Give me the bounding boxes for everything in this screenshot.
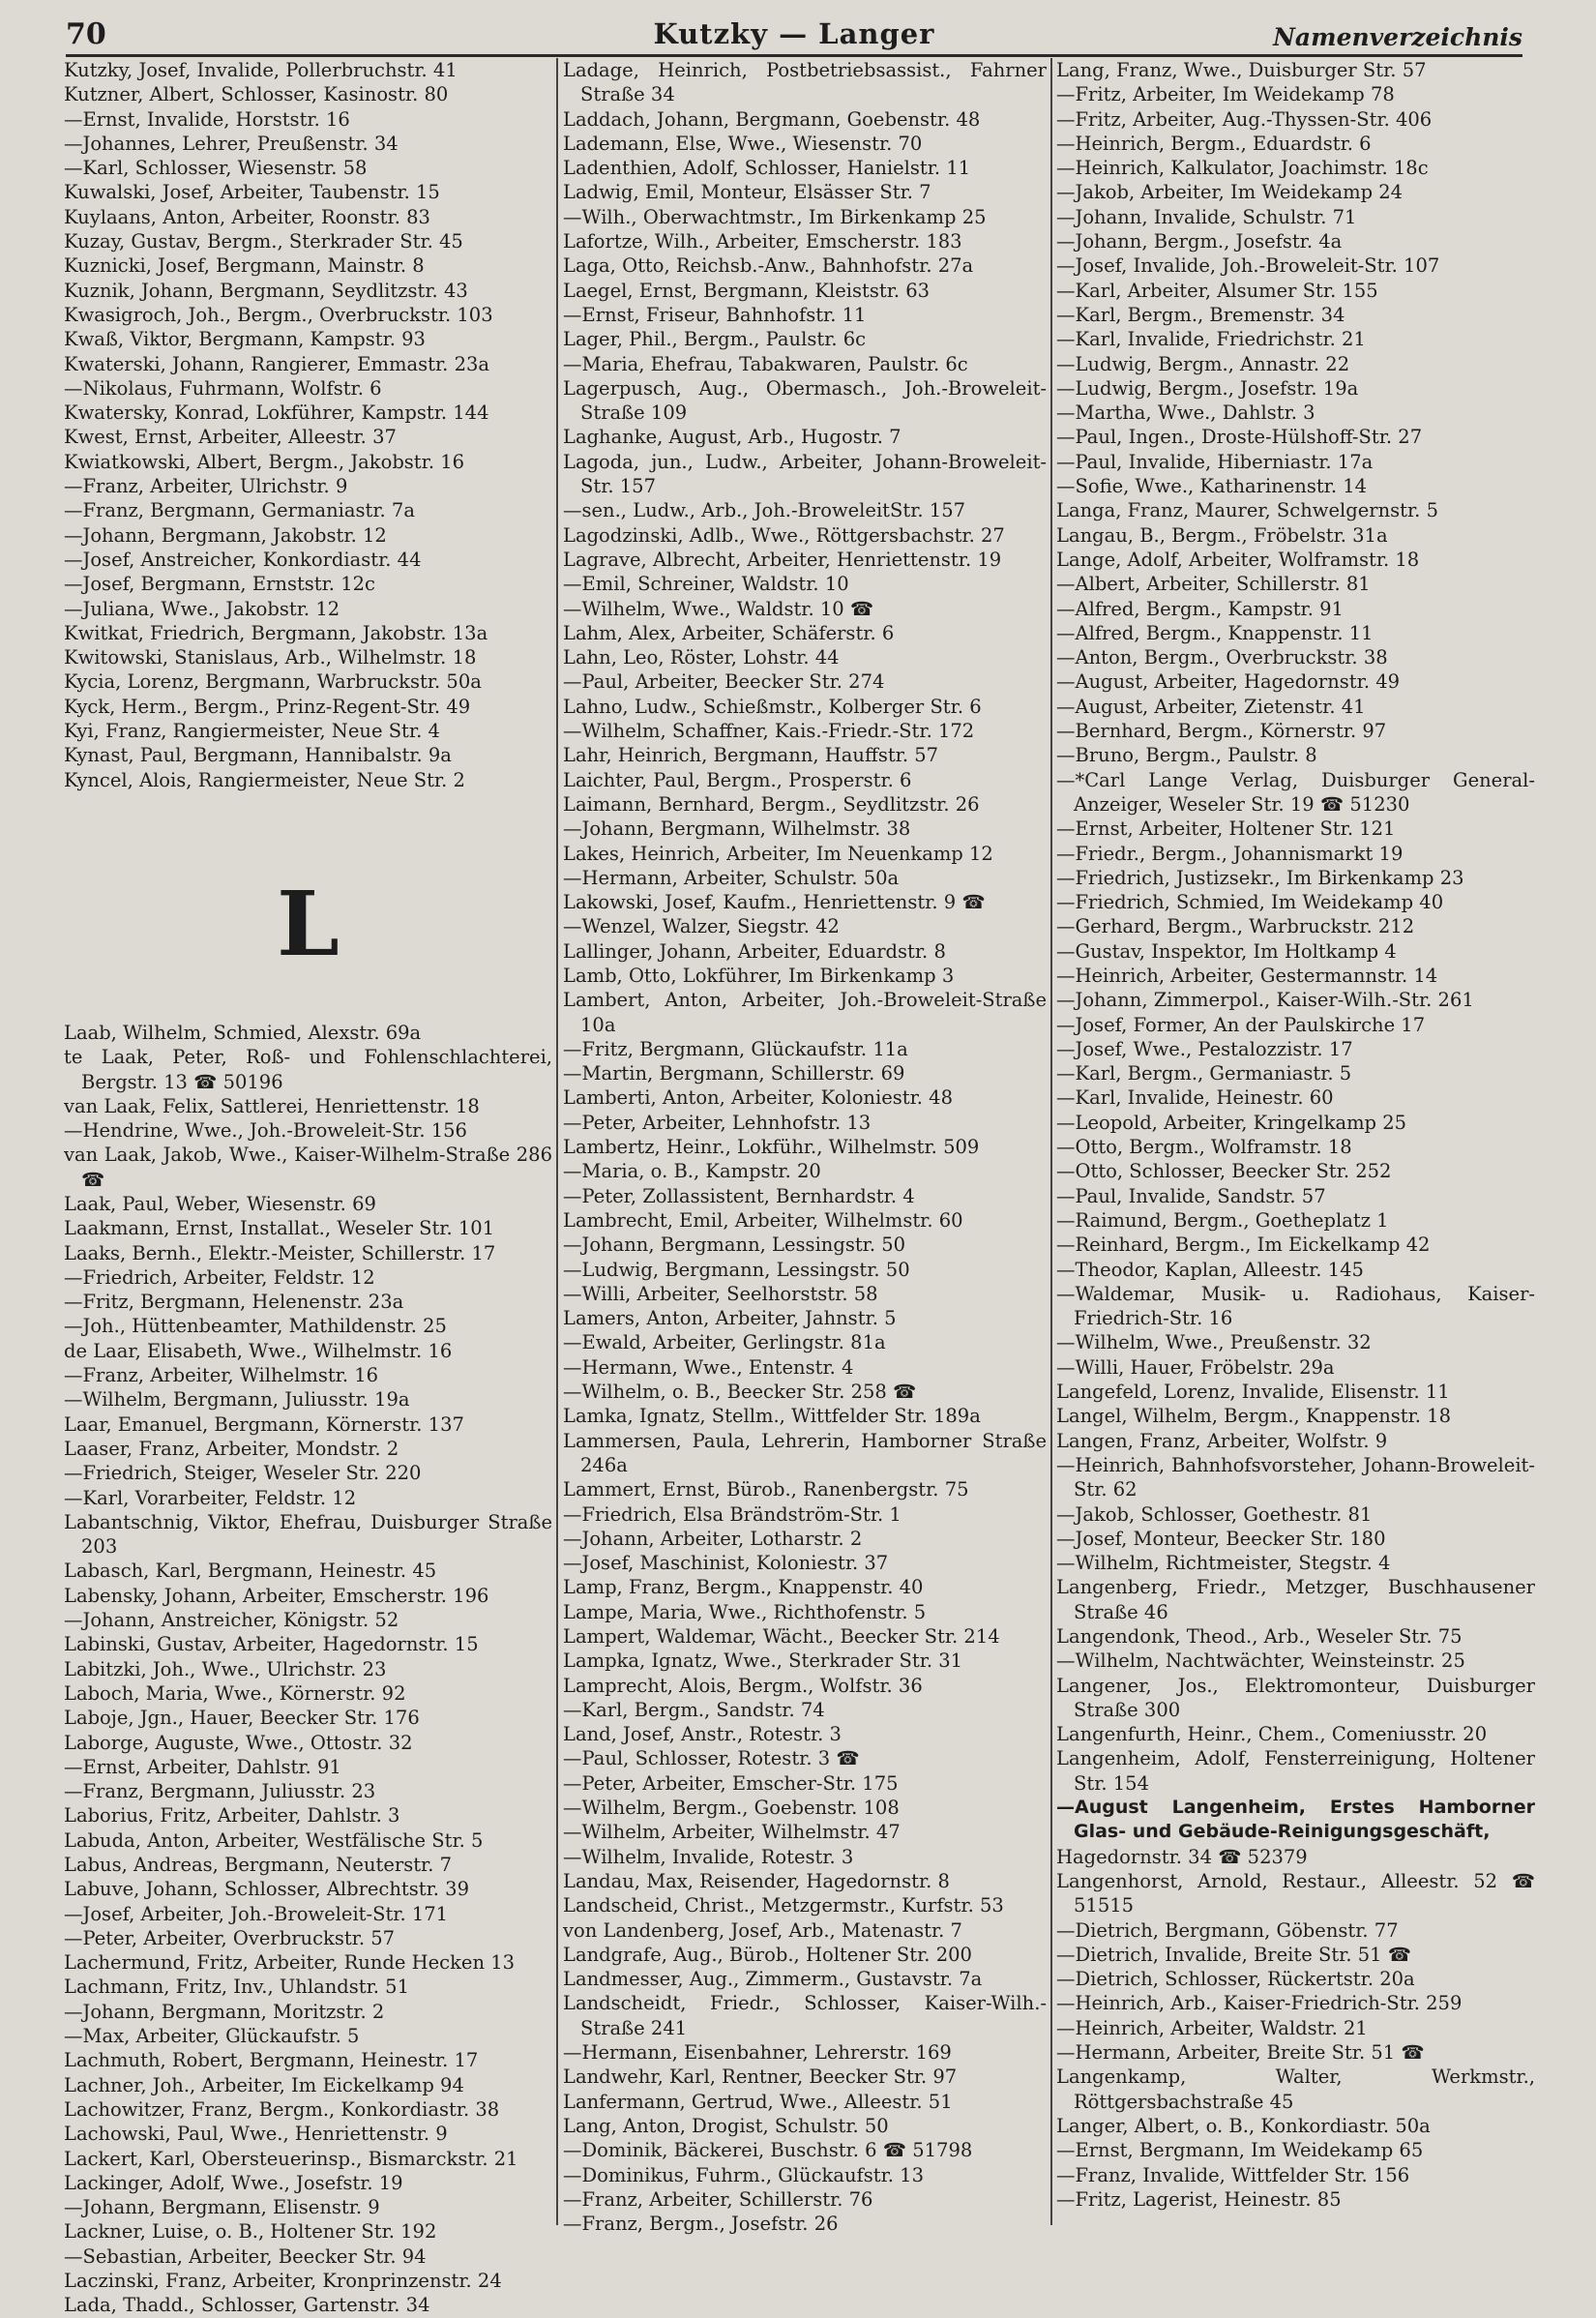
- directory-entry: Lager, Phil., Bergm., Paulstr. 6c: [563, 328, 867, 351]
- directory-entry: Landscheid, Christ., Metzgermstr., Kurfstr. 53: [563, 1894, 1004, 1917]
- directory-entry: Land, Josef, Anstr., Rotestr. 3: [563, 1723, 842, 1746]
- directory-entry: —Peter, Arbeiter, Emscher-Str. 175: [563, 1771, 899, 1795]
- page-header: [66, 4, 1522, 57]
- directory-entry: —sen., Ludw., Arb., Joh.-BroweleitStr. 157: [563, 499, 966, 522]
- directory-entry: —Wilhelm, Arbeiter, Wilhelmstr. 47: [563, 1821, 901, 1844]
- directory-entry: —Waldemar, Musik- u. Radiohaus, Kaiser-Friedrich-Str. 16: [1056, 1282, 1535, 1330]
- directory-entry: Labinski, Gustav, Arbeiter, Hagedornstr. 15: [64, 1633, 479, 1656]
- directory-entry: —Peter, Zollassistent, Bernhardstr. 4: [563, 1184, 915, 1207]
- directory-entry: —Paul, Invalide, Sandstr. 57: [1056, 1184, 1326, 1207]
- directory-entry: —Hendrine, Wwe., Joh.-Broweleit-Str. 156: [64, 1119, 467, 1143]
- directory-entry: Laga, Otto, Reichsb.-Anw., Bahnhofstr. 27a: [563, 254, 974, 278]
- directory-entry: —Wilhelm, Schaffner, Kais.-Friedr.-Str. 172: [563, 720, 975, 743]
- directory-entry: Lamp, Franz, Bergm., Knappenstr. 40: [563, 1576, 924, 1599]
- directory-entry: —Johann, Bergm., Josefstr. 4a: [1056, 230, 1343, 253]
- directory-entry: —Paul, Ingen., Droste-Hülshoff-Str. 27: [1056, 426, 1423, 449]
- directory-entry: —Johann, Bergmann, Moritzstr. 2: [64, 2000, 385, 2023]
- directory-entry: —Alfred, Bergm., Kampstr. 91: [1056, 597, 1344, 620]
- directory-entry: Kyi, Franz, Rangiermeister, Neue Str. 4: [64, 720, 440, 743]
- directory-entry: —August, Arbeiter, Hagedornstr. 49: [1056, 670, 1401, 694]
- directory-entry: —Theodor, Kaplan, Alleestr. 145: [1056, 1258, 1364, 1281]
- directory-entry: Lammersen, Paula, Lehrerin, Hamborner Straße 246a: [563, 1429, 1047, 1476]
- directory-entry: —Heinrich, Arbeiter, Waldstr. 21: [1056, 2016, 1368, 2039]
- directory-entry: Langau, B., Bergm., Fröbelstr. 31a: [1056, 523, 1388, 547]
- directory-entry: —Paul, Schlosser, Rotestr. 3 ☎: [563, 1747, 860, 1770]
- directory-entry: —Johann, Bergmann, Elisenstr. 9: [64, 2196, 380, 2219]
- directory-entry: Lagodzinski, Adlb., Wwe., Röttgersbachstr. 27: [563, 523, 1005, 547]
- directory-entry: —Franz, Invalide, Wittfelder Str. 156: [1056, 2163, 1410, 2186]
- directory-entry: —Jakob, Arbeiter, Im Weidekamp 24: [1056, 181, 1404, 204]
- directory-entry: —Johann, Anstreicher, Königstr. 52: [64, 1609, 399, 1632]
- directory-entry: Laghanke, August, Arb., Hugostr. 7: [563, 426, 901, 449]
- directory-entry: —Johann, Zimmerpol., Kaiser-Wilh.-Str. 261: [1056, 989, 1474, 1012]
- directory-entry: Lange, Adolf, Arbeiter, Wolframstr. 18: [1056, 548, 1420, 571]
- directory-entry: —Nikolaus, Fuhrmann, Wolfstr. 6: [64, 376, 382, 400]
- directory-entry: —Otto, Bergm., Wolframstr. 18: [1056, 1136, 1352, 1159]
- directory-entry: —Alfred, Bergm., Knappenstr. 11: [1056, 621, 1374, 644]
- directory-entry: Laab, Wilhelm, Schmied, Alexstr. 69a: [64, 1021, 422, 1044]
- directory-entry: —Johann, Bergmann, Wilhelmstr. 38: [563, 817, 911, 841]
- directory-entry: Lakes, Heinrich, Arbeiter, Im Neuenkamp 12: [563, 842, 993, 865]
- directory-entry: Langenfurth, Heinr., Chem., Comeniusstr. 20: [1056, 1723, 1488, 1746]
- directory-entry: —Reinhard, Bergm., Im Eickelkamp 42: [1056, 1233, 1431, 1257]
- directory-entry: Langenkamp, Walter, Werkmstr., Röttgersbachstraße 45: [1056, 2065, 1535, 2113]
- directory-entry: —*Carl Lange Verlag, Duisburger General-Anzeiger, Weseler Str. 19 ☎ 51230: [1056, 768, 1535, 816]
- directory-entry: Lackinger, Adolf, Wwe., Josefstr. 19: [64, 2171, 403, 2194]
- directory-entry: —Wenzel, Walzer, Siegstr. 42: [563, 915, 840, 938]
- directory-entry: —Karl, Bergm., Germaniastr. 5: [1056, 1062, 1352, 1085]
- directory-entry: —Peter, Arbeiter, Lehnhofstr. 13: [563, 1111, 872, 1134]
- directory-entry: —Josef, Invalide, Joh.-Broweleit-Str. 107: [1056, 254, 1440, 278]
- directory-entry: —Ludwig, Bergm., Josefstr. 19a: [1056, 376, 1359, 400]
- directory-entry: —Hermann, Arbeiter, Breite Str. 51 ☎: [1056, 2041, 1425, 2065]
- directory-entry: —Ernst, Bergmann, Im Weidekamp 65: [1056, 2139, 1424, 2162]
- directory-entry: Lang, Anton, Drogist, Schulstr. 50: [563, 2114, 889, 2137]
- directory-entry: de Laar, Elisabeth, Wwe., Wilhelmstr. 16: [64, 1339, 453, 1362]
- directory-entry: —Fritz, Lagerist, Heinestr. 85: [1056, 2187, 1342, 2211]
- directory-entry: —Dominik, Bäckerei, Buschstr. 6 ☎ 51798: [563, 2139, 973, 2162]
- directory-entry: —Paul, Invalide, Hiberniastr. 17a: [1056, 450, 1374, 473]
- directory-entry: Lambert, Anton, Arbeiter, Joh.-Broweleit-Straße 10a: [563, 989, 1047, 1036]
- directory-entry: —August, Arbeiter, Zietenstr. 41: [1056, 695, 1366, 718]
- directory-entry: —Gerhard, Bergm., Warbruckstr. 212: [1056, 915, 1415, 938]
- column-divider: [1050, 58, 1052, 2225]
- directory-entry: —Karl, Bergm., Sandstr. 74: [563, 1698, 825, 1721]
- directory-entry: Laborius, Fritz, Arbeiter, Dahlstr. 3: [64, 1804, 400, 1828]
- directory-entry: —Wilhelm, Bergmann, Juliusstr. 19a: [64, 1388, 410, 1412]
- directory-entry: —Sebastian, Arbeiter, Beecker Str. 94: [64, 2244, 427, 2268]
- directory-entry: —Josef, Monteur, Beecker Str. 180: [1056, 1527, 1386, 1550]
- directory-entry: —Martin, Bergmann, Schillerstr. 69: [563, 1062, 905, 1085]
- directory-entry: —Wilhelm, Wwe., Waldstr. 10 ☎: [563, 597, 874, 620]
- directory-entry: —Fritz, Arbeiter, Im Weidekamp 78: [1056, 83, 1395, 106]
- directory-entry: —Josef, Bergmann, Ernststr. 12c: [64, 573, 375, 596]
- directory-entry: —Johannes, Lehrer, Preußenstr. 34: [64, 132, 399, 155]
- directory-entry: —Hermann, Eisenbahner, Lehrerstr. 169: [563, 2041, 952, 2065]
- directory-entry: van Laak, Felix, Sattlerei, Henriettenstr. 18: [64, 1094, 480, 1117]
- directory-entry: —Willi, Arbeiter, Seelhorststr. 58: [563, 1282, 878, 1305]
- directory-entry: Kuzay, Gustav, Bergm., Sterkrader Str. 45: [64, 230, 463, 253]
- directory-entry: —Raimund, Bergm., Goetheplatz 1: [1056, 1208, 1389, 1232]
- directory-entry: —Fritz, Bergmann, Helenenstr. 23a: [64, 1291, 404, 1314]
- directory-entry: Landscheidt, Friedr., Schlosser, Kaiser-Wilh.-Straße 241: [563, 1992, 1047, 2039]
- directory-entry: Kyck, Herm., Bergm., Prinz-Regent-Str. 49: [64, 695, 471, 718]
- directory-entry: Langer, Albert, o. B., Konkordiastr. 50a: [1056, 2114, 1431, 2137]
- directory-entry: —Josef, Anstreicher, Konkordiastr. 44: [64, 548, 422, 571]
- directory-entry: —Ewald, Arbeiter, Gerlingstr. 81a: [563, 1331, 886, 1354]
- directory-entry: Laboch, Maria, Wwe., Körnerstr. 92: [64, 1681, 406, 1705]
- directory-entry: Lachowitzer, Franz, Bergm., Konkordiastr. 38: [64, 2097, 500, 2121]
- directory-entry: —August Langenheim, Erstes Hamborner Glas- und Gebäude-Reinigungsgeschäft,: [1056, 1797, 1535, 1843]
- directory-entry: —Friedr., Bergm., Johannismarkt 19: [1056, 842, 1404, 865]
- directory-entry: —Heinrich, Arbeiter, Gestermannstr. 14: [1056, 964, 1438, 987]
- directory-entry: Lada, Thadd., Schlosser, Gartenstr. 34: [64, 2294, 430, 2317]
- directory-entry: Langa, Franz, Maurer, Schwelgernstr. 5: [1056, 499, 1438, 522]
- directory-entry: Labitzki, Joh., Wwe., Ulrichstr. 23: [64, 1657, 387, 1680]
- directory-entry: —Gustav, Inspektor, Im Holtkamp 4: [1056, 939, 1397, 963]
- directory-entry: —Heinrich, Kalkulator, Joachimstr. 18c: [1056, 157, 1429, 180]
- directory-entry: —Albert, Arbeiter, Schillerstr. 81: [1056, 573, 1371, 596]
- directory-entry: —Ludwig, Bergm., Annastr. 22: [1056, 352, 1350, 375]
- directory-entry: Lammert, Ernst, Bürob., Ranenbergstr. 75: [563, 1478, 969, 1501]
- directory-entry: Lachner, Joh., Arbeiter, Im Eickelkamp 94: [64, 2073, 464, 2096]
- directory-entry: —Karl, Schlosser, Wiesenstr. 58: [64, 157, 368, 180]
- directory-entry: Laczinski, Franz, Arbeiter, Kronprinzenstr. 24: [64, 2270, 502, 2293]
- directory-entry: Landwehr, Karl, Rentner, Beecker Str. 97: [563, 2065, 958, 2089]
- directory-entry: —Jakob, Schlosser, Goethestr. 81: [1056, 1502, 1373, 1526]
- directory-entry: —Karl, Invalide, Friedrichstr. 21: [1056, 328, 1366, 351]
- directory-entry: Laegel, Ernst, Bergmann, Kleiststr. 63: [563, 279, 931, 302]
- directory-entry: —Martha, Wwe., Dahlstr. 3: [1056, 401, 1315, 425]
- directory-entry: Lampert, Waldemar, Wächt., Beecker Str. 214: [563, 1625, 1000, 1648]
- directory-entry: —Ludwig, Bergmann, Lessingstr. 50: [563, 1258, 910, 1281]
- directory-entry: Laakmann, Ernst, Installat., Weseler Str. 101: [64, 1217, 495, 1240]
- directory-entry: —Karl, Invalide, Heinestr. 60: [1056, 1086, 1334, 1110]
- directory-entry: Lagrave, Albrecht, Arbeiter, Henriettenstr. 19: [563, 548, 1002, 571]
- directory-entry: Labus, Andreas, Bergmann, Neuterstr. 7: [64, 1854, 453, 1876]
- directory-entry: —Johann, Invalide, Schulstr. 71: [1056, 205, 1357, 228]
- directory-entry: Kwaß, Viktor, Bergmann, Kampstr. 93: [64, 328, 426, 351]
- directory-entry: Laddach, Johann, Bergmann, Goebenstr. 48: [563, 107, 981, 131]
- directory-entry: Labuve, Johann, Schlosser, Albrechtstr. 39: [64, 1878, 469, 1901]
- directory-entry: —Friedrich, Justizsekr., Im Birkenkamp 23: [1056, 866, 1464, 889]
- directory-entry: —Karl, Vorarbeiter, Feldstr. 12: [64, 1486, 357, 1509]
- directory-entry: Lagoda, jun., Ludw., Arbeiter, Johann-Broweleit-Str. 157: [563, 450, 1047, 498]
- directory-entry: Laaks, Bernh., Elektr.-Meister, Schillerstr. 17: [64, 1241, 496, 1264]
- section-title: Namenverzeichnis: [1273, 23, 1522, 51]
- directory-entry: —Paul, Arbeiter, Beecker Str. 274: [563, 670, 885, 694]
- directory-entry: —Josef, Arbeiter, Joh.-Broweleit-Str. 171: [64, 1902, 449, 1925]
- directory-entry: Ladage, Heinrich, Postbetriebsassist., Fahrner Straße 34: [563, 59, 1047, 106]
- directory-entry: Landgrafe, Aug., Bürob., Holtener Str. 200: [563, 1943, 972, 1966]
- directory-entry: Kutzner, Albert, Schlosser, Kasinostr. 80: [64, 83, 449, 106]
- directory-entry: —Dominikus, Fuhrm., Glückaufstr. 13: [563, 2163, 924, 2186]
- directory-entry: —Franz, Bergmann, Germaniastr. 7a: [64, 499, 415, 522]
- directory-entry: Langefeld, Lorenz, Invalide, Elisenstr. 11: [1056, 1381, 1450, 1404]
- directory-entry: van Laak, Jakob, Wwe., Kaiser-Wilhelm-Straße 286 ☎: [64, 1144, 552, 1191]
- directory-entry: Lamprecht, Alois, Bergm., Wolfstr. 36: [563, 1674, 923, 1697]
- directory-entry: Langener, Jos., Elektromonteur, Duisburger Straße 300: [1056, 1674, 1535, 1721]
- directory-entry: —Franz, Bergm., Josefstr. 26: [563, 2213, 839, 2236]
- directory-entry: —Emil, Schreiner, Waldstr. 10: [563, 573, 849, 596]
- directory-entry: Lackner, Luise, o. B., Holtener Str. 192: [64, 2220, 437, 2244]
- directory-entry: —Wilhelm, Nachtwächter, Weinsteinstr. 25: [1056, 1649, 1465, 1673]
- directory-entry: Lademann, Else, Wwe., Wiesenstr. 70: [563, 132, 923, 155]
- directory-entry: Laboje, Jgn., Hauer, Beecker Str. 176: [64, 1707, 420, 1730]
- directory-entry: —Heinrich, Bahnhofsvorsteher, Johann-Broweleit-Str. 62: [1056, 1453, 1535, 1501]
- directory-entry: Kyncel, Alois, Rangiermeister, Neue Str. 2: [64, 768, 465, 791]
- directory-entry: Labensky, Johann, Arbeiter, Emscherstr. 196: [64, 1584, 489, 1607]
- directory-entry: Ladenthien, Adolf, Schlosser, Hanielstr. 11: [563, 157, 971, 180]
- directory-entry: Laichter, Paul, Bergm., Prosperstr. 6: [563, 768, 912, 791]
- directory-entry: —Karl, Arbeiter, Alsumer Str. 155: [1056, 279, 1378, 302]
- directory-entry: Lachermund, Fritz, Arbeiter, Runde Hecken 13: [64, 1951, 516, 1975]
- directory-entry: Lagerpusch, Aug., Obermasch., Joh.-Broweleit-Straße 109: [563, 376, 1047, 425]
- directory-entry: Lahm, Alex, Arbeiter, Schäferstr. 6: [563, 621, 895, 644]
- directory-entry: —Leopold, Arbeiter, Kringelkamp 25: [1056, 1111, 1407, 1134]
- directory-entry: Lahr, Heinrich, Bergmann, Hauffstr. 57: [563, 744, 939, 767]
- directory-entry: —Fritz, Bergmann, Glückaufstr. 11a: [563, 1037, 908, 1060]
- directory-entry: —Wilhelm, Invalide, Rotestr. 3: [563, 1845, 854, 1868]
- section-letter: L: [277, 871, 340, 976]
- directory-entry: —Sofie, Wwe., Katharinenstr. 14: [1056, 475, 1368, 498]
- running-title: Kutzky — Langer: [653, 17, 935, 50]
- directory-entry: Lackert, Karl, Obersteuerinsp., Bismarckstr. 21: [64, 2147, 518, 2170]
- directory-entry: —Anton, Bergm., Overbruckstr. 38: [1056, 646, 1388, 669]
- directory-entry: Lang, Franz, Wwe., Duisburger Str. 57: [1056, 59, 1427, 81]
- directory-entry: Lambertz, Heinr., Lokführ., Wilhelmstr. 509: [563, 1136, 980, 1159]
- directory-entry: von Landenberg, Josef, Arb., Matenastr. 7: [563, 1918, 962, 1942]
- directory-entry: Ladwig, Emil, Monteur, Elsässer Str. 7: [563, 181, 931, 204]
- directory-entry: Landmesser, Aug., Zimmerm., Gustavstr. 7a: [563, 1968, 983, 1991]
- directory-entry: Kutzky, Josef, Invalide, Pollerbruchstr. 41: [64, 59, 458, 81]
- directory-entry: —Franz, Arbeiter, Wilhelmstr. 16: [64, 1364, 379, 1387]
- directory-entry: Lachowski, Paul, Wwe., Henriettenstr. 9: [64, 2123, 448, 2146]
- directory-entry: Laak, Paul, Weber, Wiesenstr. 69: [64, 1192, 376, 1215]
- directory-entry: —Franz, Arbeiter, Ulrichstr. 9: [64, 475, 348, 498]
- directory-entry: —Max, Arbeiter, Glückaufstr. 5: [64, 2025, 360, 2048]
- directory-entry: —Hermann, Wwe., Entenstr. 4: [563, 1355, 854, 1379]
- directory-entry: Langel, Wilhelm, Bergm., Knappenstr. 18: [1056, 1405, 1451, 1428]
- directory-entry: —Wilh., Oberwachtmstr., Im Birkenkamp 25: [563, 205, 987, 228]
- directory-entry: Lamb, Otto, Lokführer, Im Birkenkamp 3: [563, 964, 955, 987]
- directory-entry: —Peter, Arbeiter, Overbruckstr. 57: [64, 1926, 396, 1949]
- directory-entry: —Friedrich, Steiger, Weseler Str. 220: [64, 1462, 422, 1485]
- directory-entry: Labasch, Karl, Bergmann, Heinestr. 45: [64, 1560, 437, 1583]
- column-1: [64, 58, 552, 2317]
- directory-entry: —Joh., Hüttenbeamter, Mathildenstr. 25: [64, 1315, 447, 1338]
- directory-entry: Kuznicki, Josef, Bergmann, Mainstr. 8: [64, 254, 425, 278]
- directory-entry: —Maria, Ehefrau, Tabakwaren, Paulstr. 6c: [563, 352, 968, 375]
- column-2: [563, 58, 1047, 2235]
- directory-entry: —Otto, Schlosser, Beecker Str. 252: [1056, 1160, 1392, 1183]
- directory-entry: —Ernst, Arbeiter, Holtener Str. 121: [1056, 817, 1396, 841]
- directory-entry: Laaser, Franz, Arbeiter, Mondstr. 2: [64, 1437, 399, 1460]
- directory-entry: Labantschnig, Viktor, Ehefrau, Duisburger Straße 203: [64, 1510, 552, 1559]
- directory-entry: Lampe, Maria, Wwe., Richthofenstr. 5: [563, 1600, 927, 1623]
- directory-entry: Langen, Franz, Arbeiter, Wolfstr. 9: [1056, 1429, 1388, 1452]
- directory-entry: Lanfermann, Gertrud, Wwe., Alleestr. 51: [563, 2090, 953, 2113]
- directory-entry: Labuda, Anton, Arbeiter, Westfälische Str. 5: [64, 1828, 484, 1852]
- directory-entry: —Willi, Hauer, Fröbelstr. 29a: [1056, 1355, 1335, 1379]
- directory-entry: —Johann, Bergmann, Lessingstr. 50: [563, 1233, 906, 1257]
- directory-entry: Kwiatkowski, Albert, Bergm., Jakobstr. 16: [64, 450, 465, 473]
- directory-entry: Lahno, Ludw., Schießmstr., Kolberger Str. 6: [563, 695, 982, 718]
- directory-entry: Lallinger, Johann, Arbeiter, Eduardstr. 8: [563, 939, 946, 963]
- column-divider: [556, 58, 558, 2225]
- directory-entry: Landau, Max, Reisender, Hagedornstr. 8: [563, 1869, 950, 1892]
- page-number: 70: [66, 17, 106, 51]
- directory-entry: Hagedornstr. 34 ☎ 52379: [1056, 1845, 1308, 1868]
- directory-entry: —Bruno, Bergm., Paulstr. 8: [1056, 744, 1317, 767]
- directory-entry: Lachmann, Fritz, Inv., Uhlandstr. 51: [64, 1976, 409, 1999]
- directory-entry: Langenheim, Adolf, Fensterreinigung, Holtener Str. 154: [1056, 1747, 1535, 1795]
- directory-entry: Kuwalski, Josef, Arbeiter, Taubenstr. 15: [64, 181, 440, 204]
- directory-entry: —Juliana, Wwe., Jakobstr. 12: [64, 597, 340, 620]
- directory-entry: —Franz, Arbeiter, Schillerstr. 76: [563, 2187, 873, 2211]
- directory-entry: Kuylaans, Anton, Arbeiter, Roonstr. 83: [64, 205, 430, 228]
- directory-entry: Kwitowski, Stanislaus, Arb., Wilhelmstr. 18: [64, 646, 477, 669]
- directory-entry: —Ernst, Arbeiter, Dahlstr. 91: [64, 1755, 341, 1778]
- directory-entry: —Friedrich, Elsa Brändström-Str. 1: [563, 1502, 901, 1526]
- directory-entry: Lamberti, Anton, Arbeiter, Koloniestr. 48: [563, 1086, 953, 1110]
- directory-entry: —Wilhelm, Wwe., Preußenstr. 32: [1056, 1331, 1372, 1354]
- directory-entry: Lafortze, Wilh., Arbeiter, Emscherstr. 183: [563, 230, 962, 253]
- directory-entry: Lahn, Leo, Röster, Lohstr. 44: [563, 646, 840, 669]
- directory-entry: —Franz, Bergmann, Juliusstr. 23: [64, 1780, 376, 1803]
- directory-entry: Langendonk, Theod., Arb., Weseler Str. 75: [1056, 1625, 1463, 1648]
- directory-entry: Kwatersky, Konrad, Lokführer, Kampstr. 144: [64, 401, 489, 425]
- directory-entry: Laar, Emanuel, Bergmann, Körnerstr. 137: [64, 1412, 464, 1436]
- directory-entry: Kwitkat, Friedrich, Bergmann, Jakobstr. 13a: [64, 621, 488, 644]
- directory-entry: —Friedrich, Schmied, Im Weidekamp 40: [1056, 891, 1444, 914]
- directory-entry: —Wilhelm, Bergm., Goebenstr. 108: [563, 1797, 900, 1820]
- directory-entry: —Friedrich, Arbeiter, Feldstr. 12: [64, 1265, 375, 1289]
- directory-entry: —Wilhelm, o. B., Beecker Str. 258 ☎: [563, 1381, 917, 1404]
- directory-entry: Kwasigroch, Joh., Bergm., Overbruckstr. 103: [64, 303, 493, 326]
- directory-entry: Kycia, Lorenz, Bergmann, Warbruckstr. 50a: [64, 670, 482, 694]
- directory-entry: —Karl, Bergm., Bremenstr. 34: [1056, 303, 1345, 326]
- directory-entry: —Ernst, Invalide, Horststr. 16: [64, 107, 350, 131]
- directory-entry: Lambrecht, Emil, Arbeiter, Wilhelmstr. 60: [563, 1208, 963, 1232]
- directory-entry: —Maria, o. B., Kampstr. 20: [563, 1160, 821, 1183]
- directory-entry: Kuznik, Johann, Bergmann, Seydlitzstr. 43: [64, 279, 468, 302]
- directory-entry: —Fritz, Arbeiter, Aug.-Thyssen-Str. 406: [1056, 107, 1433, 131]
- directory-entry: Kynast, Paul, Bergmann, Hannibalstr. 9a: [64, 744, 452, 767]
- directory-entry: —Josef, Former, An der Paulskirche 17: [1056, 1013, 1426, 1036]
- directory-entry: Lachmuth, Robert, Bergmann, Heinestr. 17: [64, 2049, 479, 2072]
- directory-entry: —Johann, Arbeiter, Lotharstr. 2: [563, 1527, 863, 1550]
- directory-entry: te Laak, Peter, Roß- und Fohlenschlachterei, Bergstr. 13 ☎ 50196: [64, 1046, 552, 1093]
- directory-entry: Kwaterski, Johann, Rangierer, Emmastr. 23a: [64, 352, 490, 375]
- directory-entry: —Josef, Maschinist, Koloniestr. 37: [563, 1552, 889, 1575]
- directory-entry: —Dietrich, Invalide, Breite Str. 51 ☎: [1056, 1943, 1412, 1966]
- directory-entry: Lamka, Ignatz, Stellm., Wittfelder Str. 189a: [563, 1405, 981, 1428]
- directory-entry: —Hermann, Arbeiter, Schulstr. 50a: [563, 866, 900, 889]
- directory-entry: —Wilhelm, Richtmeister, Stegstr. 4: [1056, 1552, 1391, 1575]
- column-3: [1056, 58, 1535, 2235]
- directory-entry: Kwest, Ernst, Arbeiter, Alleestr. 37: [64, 426, 397, 449]
- directory-entry: Langenhorst, Arnold, Restaur., Alleestr. 52 ☎ 51515: [1056, 1869, 1535, 1917]
- directory-entry: —Heinrich, Arb., Kaiser-Friedrich-Str. 259: [1056, 1992, 1463, 2015]
- directory-entry: Laimann, Bernhard, Bergm., Seydlitzstr. 26: [563, 792, 980, 816]
- directory-entry: Lampka, Ignatz, Wwe., Sterkrader Str. 31: [563, 1649, 963, 1673]
- directory-entry: —Josef, Wwe., Pestalozzistr. 17: [1056, 1037, 1353, 1060]
- directory-entry: —Ernst, Friseur, Bahnhofstr. 11: [563, 303, 867, 326]
- directory-entry: —Dietrich, Schlosser, Rückertstr. 20a: [1056, 1968, 1415, 1991]
- directory-entry: —Bernhard, Bergm., Körnerstr. 97: [1056, 720, 1387, 743]
- directory-entry: —Johann, Bergmann, Jakobstr. 12: [64, 523, 387, 547]
- directory-entry: Langenberg, Friedr., Metzger, Buschhausener Straße 46: [1056, 1576, 1535, 1623]
- directory-entry: —Heinrich, Bergm., Eduardstr. 6: [1056, 132, 1372, 155]
- directory-entry: Lakowski, Josef, Kaufm., Henriettenstr. 9 ☎: [563, 891, 986, 914]
- directory-entry: Lamers, Anton, Arbeiter, Jahnstr. 5: [563, 1307, 897, 1330]
- directory-entry: Laborge, Auguste, Wwe., Ottostr. 32: [64, 1731, 413, 1754]
- directory-entry: —Dietrich, Bergmann, Göbenstr. 77: [1056, 1918, 1399, 1942]
